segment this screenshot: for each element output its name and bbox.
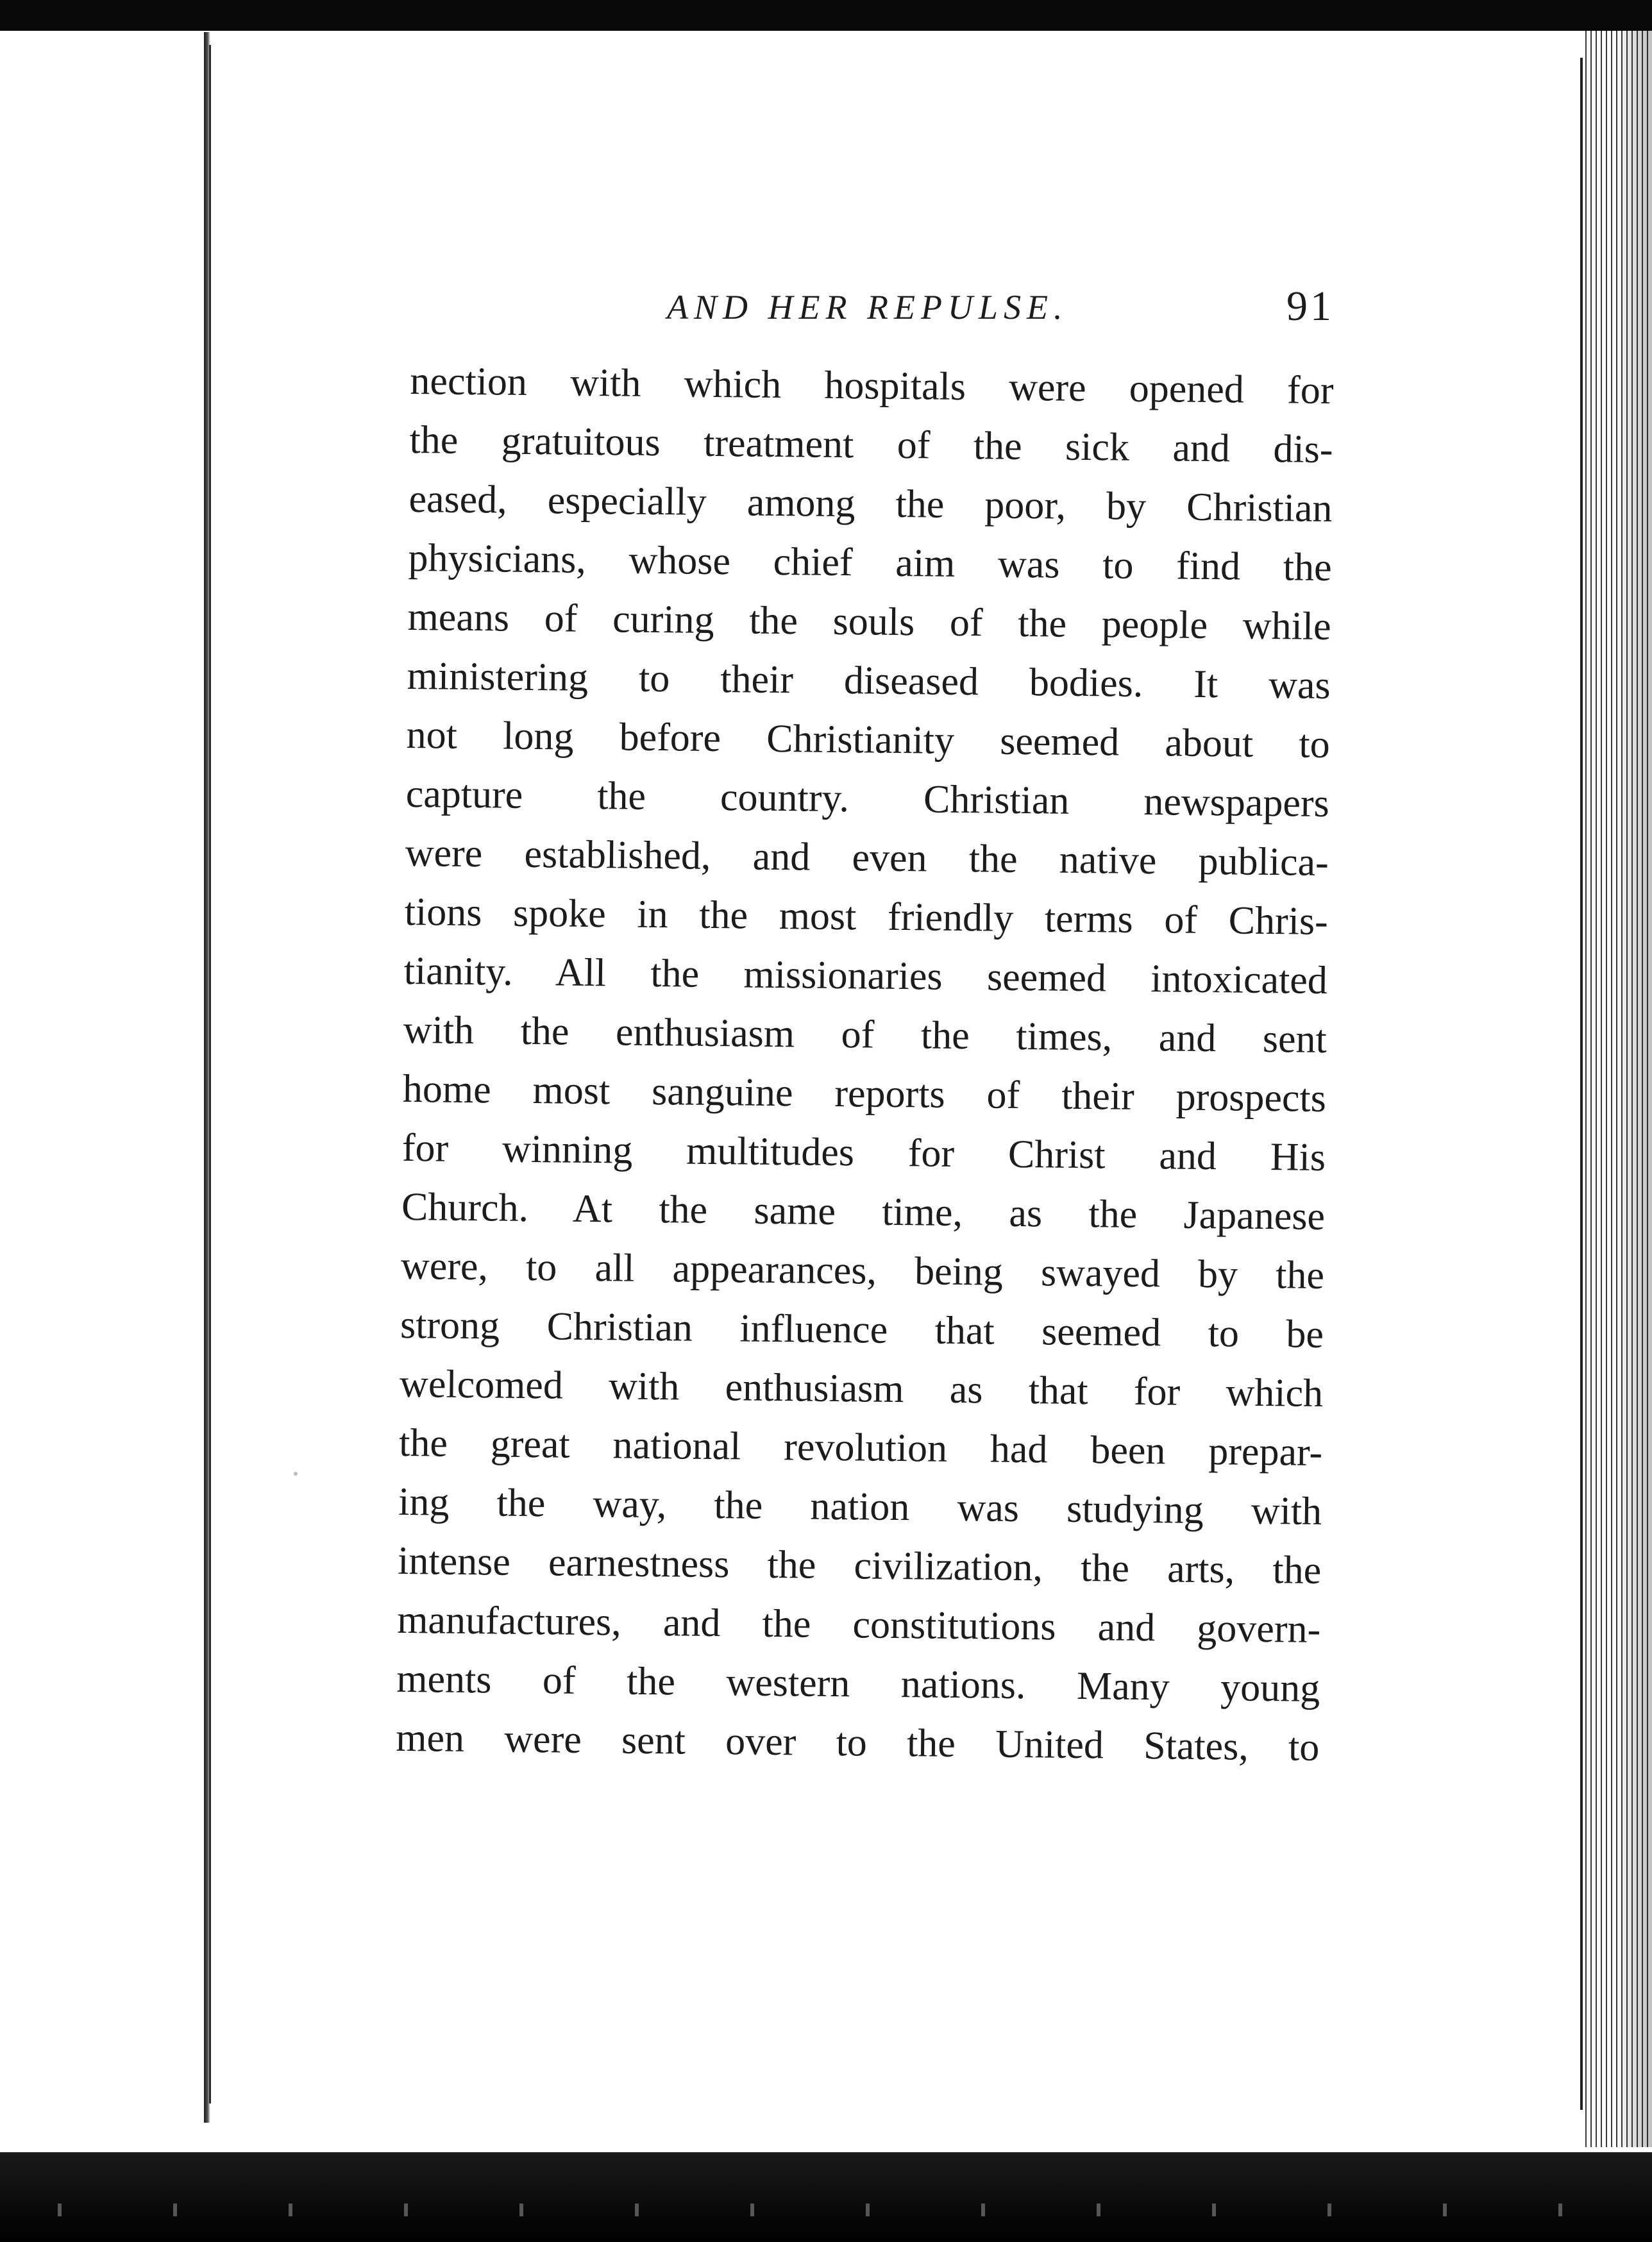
scanner-bottom-specks: [0, 2204, 1652, 2216]
body-text: [396, 351, 1334, 1777]
text-line: nection with which hospitals were opened for: [410, 358, 1334, 413]
text-line: capture the country. Christian newspapers: [405, 771, 1330, 826]
text-line: physicians, whose chief aim was to find the: [408, 535, 1332, 590]
text-line: men were sent over to the United States, to: [396, 1715, 1320, 1769]
text-line: welcomed with enthusiasm as that for which: [399, 1361, 1324, 1415]
text-line: strong Christian influence that seemed to be: [400, 1302, 1324, 1356]
running-title: AND HER REPULSE.: [667, 288, 1068, 326]
text-line: ments of the western nations. Many young: [396, 1656, 1320, 1710]
text-line: Church. At the same time, as the Japanese: [401, 1184, 1326, 1239]
text-line: manufactures, and the constitutions and govern-: [396, 1597, 1321, 1651]
text-line: not long before Christianity seemed about to: [406, 712, 1331, 767]
scanner-top-border: [0, 0, 1652, 31]
text-line: were, to all appearances, being swayed by the: [400, 1243, 1325, 1297]
text-line: intense earnestness the civilization, the arts, the: [397, 1538, 1322, 1592]
text-line: the gratuitous treatment of the sick and dis-: [409, 417, 1333, 472]
scanner-bottom-border: [0, 2152, 1652, 2242]
text-line: ministering to their diseased bodies. It was: [407, 653, 1331, 708]
text-line: tions spoke in the most friendly terms of Chris-: [404, 889, 1329, 944]
right-page-stack-shadow: [1614, 31, 1652, 2147]
text-line: with the enthusiasm of the times, and sent: [403, 1007, 1328, 1062]
paper-speck: [294, 1472, 298, 1476]
text-line: for winning multitudes for Christ and His: [401, 1125, 1326, 1180]
running-head: [359, 257, 1334, 330]
page-number: 91: [1286, 283, 1334, 330]
text-line: means of curing the souls of the people while: [407, 594, 1331, 649]
page-content: [359, 257, 1334, 1937]
left-page-edge-line: [209, 45, 211, 2103]
text-line: tianity. All the missionaries seemed intoxicated: [403, 948, 1328, 1003]
text-line: were established, and even the native publica-: [405, 830, 1329, 885]
right-page-edge-line: [1580, 58, 1583, 2110]
text-line: ing the way, the nation was studying with: [398, 1479, 1322, 1533]
text-line: the great national revolution had been prepar-: [398, 1420, 1323, 1474]
text-line: eased, especially among the poor, by Christian: [409, 476, 1333, 531]
text-line: home most sanguine reports of their prospects: [402, 1066, 1327, 1121]
